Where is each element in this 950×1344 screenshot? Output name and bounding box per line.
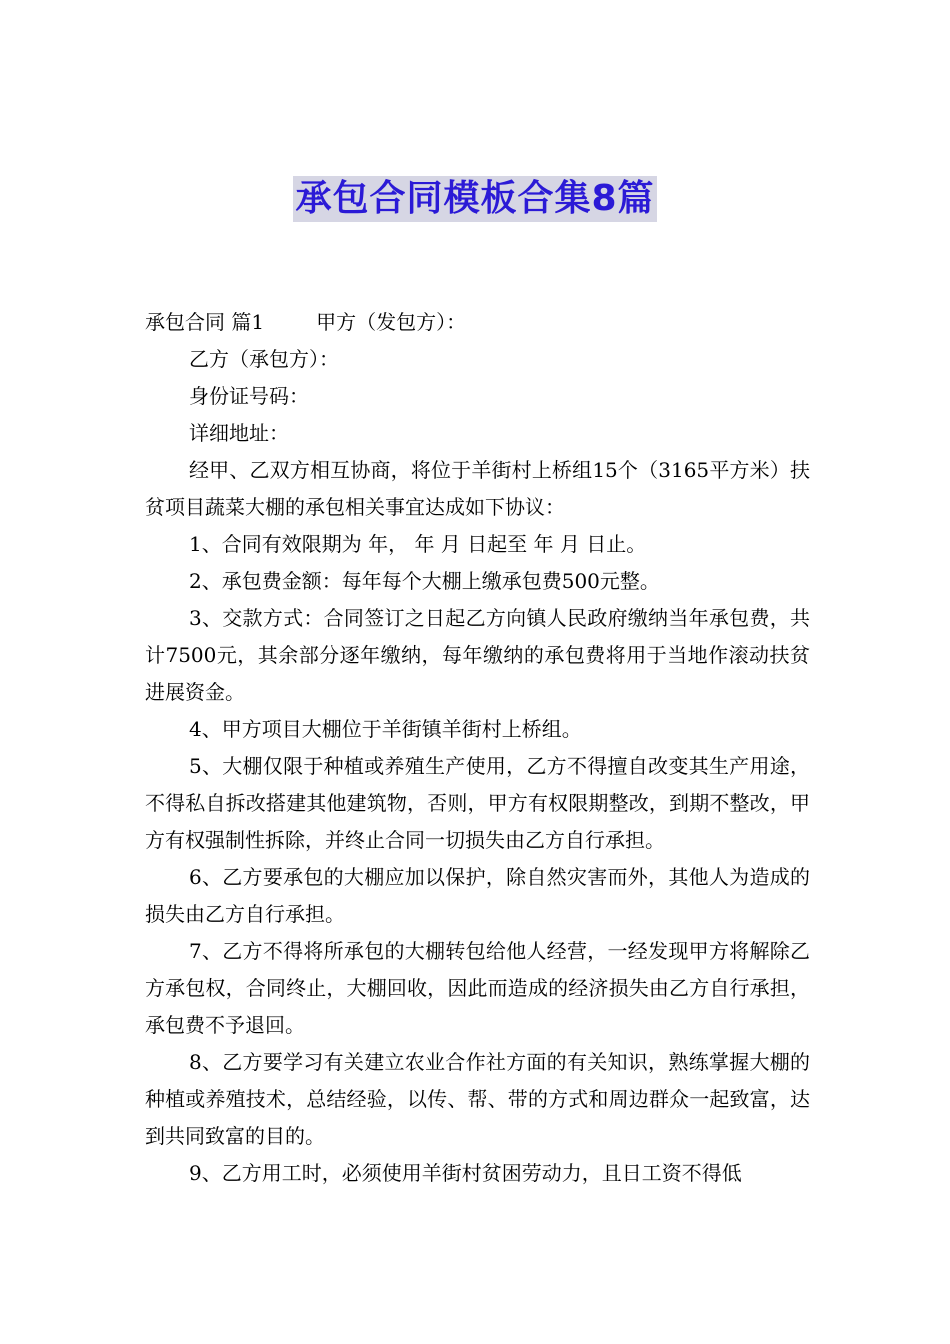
agreement-intro-paragraph: 经甲、乙双方相互协商，将位于羊街村上桥组15个（3165平方米）扶贫项目蔬菜大棚的承包相关事宜达成如下协议： [145,458,810,519]
clause-7: 7、乙方不得将所承包的大棚转包给他人经营，一经发现甲方将解除乙方承包权，合同终止，大棚回收，因此而造成的经济损失由乙方自行承担，承包费不予退回。 [145,939,810,1037]
clause-8: 8、乙方要学习有关建立农业合作社方面的有关知识，熟练掌握大棚的种植或养殖技术，总结经验，以传、帮、带的方式和周边群众一起致富，达到共同致富的目的。 [145,1050,810,1148]
address-label: 详细地址： [189,421,289,445]
clause-9: 9、乙方用工时，必须使用羊街村贫困劳动力，且日工资不得低 [189,1161,742,1185]
party-a-label: 甲方（发包方）： [316,310,467,334]
id-number-label: 身份证号码： [189,384,309,408]
first-line [145,304,810,341]
document-body [145,304,810,1192]
clause-1: 1、合同有效限期为 年， 年 月 日起至 年 月 日止。 [189,532,647,556]
clause-2: 2、承包费金额：每年每个大棚上缴承包费500元整。 [189,569,660,593]
document-title: 承包合同模板合集8篇 [293,176,656,222]
clause-3: 3、交款方式：合同签订之日起乙方向镇人民政府缴纳当年承包费，共计7500元，其余部分逐年缴纳，每年缴纳的承包费将用于当地作滚动扶贫进展资金。 [145,606,810,704]
title-container [0,176,950,222]
clause-5: 5、大棚仅限于种植或养殖生产使用，乙方不得擅自改变其生产用途，不得私自拆改搭建其他建筑物，否则，甲方有权限期整改，到期不整改，甲方有权强制性拆除，并终止合同一切损失由乙方自行承担。 [145,754,810,852]
clause-4: 4、甲方项目大棚位于羊街镇羊街村上桥组。 [189,717,582,741]
party-b-label: 乙方（承包方）： [189,347,339,371]
section-heading: 承包合同 篇1 [145,310,265,334]
clause-6: 6、乙方要承包的大棚应加以保护，除自然灾害而外，其他人为造成的损失由乙方自行承担。 [145,865,810,926]
